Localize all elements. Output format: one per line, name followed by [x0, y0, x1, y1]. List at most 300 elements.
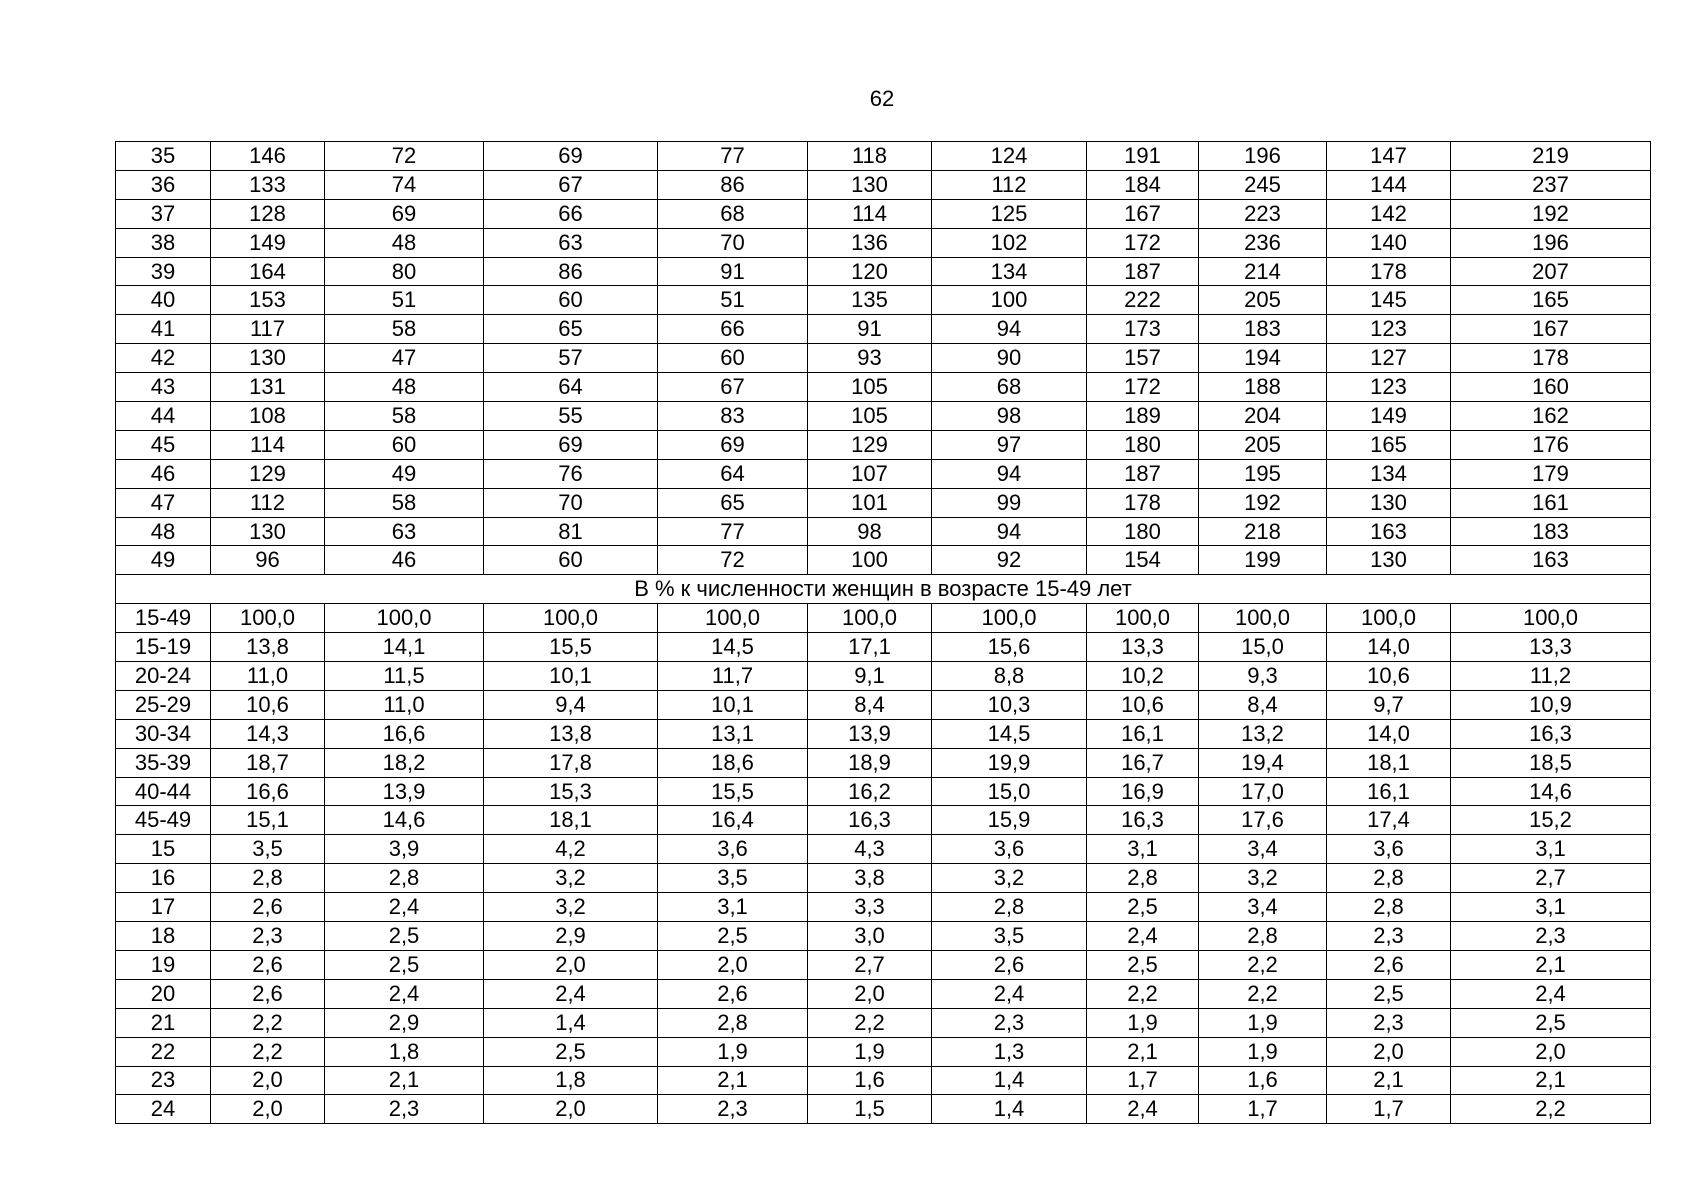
table-cell: 2,5 — [325, 950, 484, 979]
table-cell: 134 — [1327, 459, 1451, 488]
table-cell: 18,9 — [808, 748, 932, 777]
table-row — [116, 430, 1651, 459]
table-cell: 16,3 — [1087, 806, 1199, 835]
table-row — [116, 546, 1651, 575]
table-cell: 160 — [1451, 373, 1651, 402]
table-cell: 237 — [1451, 170, 1651, 199]
table-cell: 1,7 — [1327, 1095, 1451, 1124]
table-row — [116, 893, 1651, 922]
table-cell: 14,5 — [658, 633, 808, 662]
table-cell: 8,4 — [808, 690, 932, 719]
table-cell: 18,1 — [1327, 748, 1451, 777]
table-cell: 101 — [808, 488, 932, 517]
table-cell: 2,3 — [1451, 922, 1651, 951]
table-cell: 100 — [808, 546, 932, 575]
table-cell: 69 — [658, 430, 808, 459]
table-cell: 100,0 — [932, 604, 1087, 633]
table-cell: 67 — [658, 373, 808, 402]
table-cell: 65 — [484, 315, 658, 344]
table-cell: 165 — [1327, 430, 1451, 459]
row-label-cell: 35-39 — [116, 748, 211, 777]
row-label-cell: 46 — [116, 459, 211, 488]
table-cell: 2,6 — [211, 950, 325, 979]
table-cell: 2,8 — [1327, 893, 1451, 922]
table-cell: 2,5 — [1451, 1008, 1651, 1037]
table-cell: 15,1 — [211, 806, 325, 835]
table-cell: 2,8 — [658, 1008, 808, 1037]
table-cell: 176 — [1451, 430, 1651, 459]
row-label-cell: 35 — [116, 142, 211, 171]
table-cell: 105 — [808, 402, 932, 431]
table-cell: 2,2 — [1199, 979, 1327, 1008]
table-row — [116, 806, 1651, 835]
row-label-cell: 18 — [116, 922, 211, 951]
table-cell: 47 — [325, 344, 484, 373]
table-cell: 105 — [808, 373, 932, 402]
table-cell: 48 — [325, 228, 484, 257]
table-cell: 14,5 — [932, 719, 1087, 748]
table-cell: 16,9 — [1087, 777, 1199, 806]
table-cell: 191 — [1087, 142, 1199, 171]
table-cell: 120 — [808, 257, 932, 286]
table-cell: 55 — [484, 402, 658, 431]
table-cell: 11,5 — [325, 662, 484, 691]
table-cell: 3,6 — [1327, 835, 1451, 864]
table-row — [116, 979, 1651, 1008]
table-cell: 107 — [808, 459, 932, 488]
row-label-cell: 45 — [116, 430, 211, 459]
table-cell: 2,0 — [484, 1095, 658, 1124]
table-cell: 14,0 — [1327, 633, 1451, 662]
table-row — [116, 922, 1651, 951]
table-cell: 16,6 — [211, 777, 325, 806]
table-cell: 19,9 — [932, 748, 1087, 777]
table-cell: 147 — [1327, 142, 1451, 171]
table-cell: 2,1 — [1451, 950, 1651, 979]
table-cell: 2,5 — [1087, 950, 1199, 979]
row-label-cell: 21 — [116, 1008, 211, 1037]
table-cell: 223 — [1199, 199, 1327, 228]
row-label-cell: 24 — [116, 1095, 211, 1124]
table-cell: 15,0 — [932, 777, 1087, 806]
row-label-cell: 20-24 — [116, 662, 211, 691]
table-cell: 2,4 — [1087, 1095, 1199, 1124]
section-heading: В % к численности женщин в возрасте 15-49 лет — [116, 575, 1651, 604]
table-cell: 205 — [1199, 430, 1327, 459]
table-cell: 2,0 — [1451, 1037, 1651, 1066]
table-row — [116, 864, 1651, 893]
table-cell: 15,9 — [932, 806, 1087, 835]
table-cell: 172 — [1087, 373, 1199, 402]
row-label-cell: 22 — [116, 1037, 211, 1066]
table-cell: 3,2 — [932, 864, 1087, 893]
page-number: 62 — [869, 86, 895, 111]
table-cell: 108 — [211, 402, 325, 431]
table-cell: 128 — [211, 199, 325, 228]
row-label-cell: 43 — [116, 373, 211, 402]
table-cell: 3,9 — [325, 835, 484, 864]
table-cell: 100,0 — [325, 604, 484, 633]
table-cell: 205 — [1199, 286, 1327, 315]
table-cell: 14,6 — [1451, 777, 1651, 806]
table-cell: 16,3 — [1451, 719, 1651, 748]
table-cell: 13,3 — [1451, 633, 1651, 662]
table-cell: 192 — [1199, 488, 1327, 517]
row-label-cell: 40 — [116, 286, 211, 315]
table-cell: 100,0 — [484, 604, 658, 633]
table-cell: 2,0 — [658, 950, 808, 979]
table-cell: 17,8 — [484, 748, 658, 777]
table-cell: 9,7 — [1327, 690, 1451, 719]
table-cell: 167 — [1451, 315, 1651, 344]
table-cell: 2,3 — [325, 1095, 484, 1124]
table-cell: 188 — [1199, 373, 1327, 402]
table-row — [116, 170, 1651, 199]
table-cell: 196 — [1199, 142, 1327, 171]
table-cell: 189 — [1087, 402, 1199, 431]
table-cell: 13,9 — [325, 777, 484, 806]
table-cell: 16,6 — [325, 719, 484, 748]
table-cell: 11,2 — [1451, 662, 1651, 691]
table-cell: 2,3 — [658, 1095, 808, 1124]
table-cell: 100,0 — [658, 604, 808, 633]
table-cell: 1,3 — [932, 1037, 1087, 1066]
table-row — [116, 459, 1651, 488]
table-cell: 48 — [325, 373, 484, 402]
table-cell: 2,4 — [484, 979, 658, 1008]
row-label-cell: 49 — [116, 546, 211, 575]
table-cell: 164 — [211, 257, 325, 286]
table-cell: 18,2 — [325, 748, 484, 777]
table-cell: 66 — [484, 199, 658, 228]
table-cell: 180 — [1087, 430, 1199, 459]
table-cell: 1,9 — [1087, 1008, 1199, 1037]
table-cell: 2,9 — [325, 1008, 484, 1037]
table-cell: 133 — [211, 170, 325, 199]
table-cell: 1,4 — [932, 1095, 1087, 1124]
table-cell: 2,0 — [484, 950, 658, 979]
table-row — [116, 777, 1651, 806]
table-cell: 167 — [1087, 199, 1199, 228]
table-cell: 236 — [1199, 228, 1327, 257]
table-cell: 2,4 — [325, 893, 484, 922]
table-cell: 3,1 — [1451, 893, 1651, 922]
table-cell: 2,5 — [1087, 893, 1199, 922]
table-cell: 100,0 — [1199, 604, 1327, 633]
table-cell: 65 — [658, 488, 808, 517]
row-label-cell: 41 — [116, 315, 211, 344]
table-cell: 69 — [484, 142, 658, 171]
table-cell: 15,3 — [484, 777, 658, 806]
table-cell: 3,5 — [211, 835, 325, 864]
table-cell: 98 — [808, 517, 932, 546]
table-cell: 1,7 — [1087, 1066, 1199, 1095]
table-cell: 218 — [1199, 517, 1327, 546]
table-cell: 2,4 — [1451, 979, 1651, 1008]
table-cell: 124 — [932, 142, 1087, 171]
table-cell: 19,4 — [1199, 748, 1327, 777]
table-cell: 98 — [932, 402, 1087, 431]
table-cell: 2,2 — [1451, 1095, 1651, 1124]
table-cell: 99 — [932, 488, 1087, 517]
table-cell: 125 — [932, 199, 1087, 228]
table-cell: 195 — [1199, 459, 1327, 488]
table-cell: 9,4 — [484, 690, 658, 719]
table-cell: 18,7 — [211, 748, 325, 777]
table-cell: 2,4 — [325, 979, 484, 1008]
row-label-cell: 15 — [116, 835, 211, 864]
table-cell: 10,6 — [211, 690, 325, 719]
table-cell: 1,8 — [325, 1037, 484, 1066]
table-cell: 100,0 — [1451, 604, 1651, 633]
table-cell: 58 — [325, 402, 484, 431]
table-cell: 13,1 — [658, 719, 808, 748]
table-cell: 63 — [325, 517, 484, 546]
table-cell: 134 — [932, 257, 1087, 286]
table-cell: 16,7 — [1087, 748, 1199, 777]
table-cell: 100,0 — [211, 604, 325, 633]
table-cell: 15,5 — [484, 633, 658, 662]
table-cell: 2,7 — [808, 950, 932, 979]
table-cell: 157 — [1087, 344, 1199, 373]
row-label-cell: 48 — [116, 517, 211, 546]
row-label-cell: 40-44 — [116, 777, 211, 806]
table-cell: 10,3 — [932, 690, 1087, 719]
row-label-cell: 38 — [116, 228, 211, 257]
table-cell: 60 — [658, 344, 808, 373]
table-cell: 183 — [1199, 315, 1327, 344]
table-cell: 58 — [325, 488, 484, 517]
table-cell: 10,1 — [658, 690, 808, 719]
row-label-cell: 19 — [116, 950, 211, 979]
table-cell: 3,2 — [1199, 864, 1327, 893]
table-cell: 51 — [658, 286, 808, 315]
table-cell: 245 — [1199, 170, 1327, 199]
table-cell: 1,9 — [808, 1037, 932, 1066]
table-cell: 9,3 — [1199, 662, 1327, 691]
table-cell: 14,0 — [1327, 719, 1451, 748]
table-cell: 92 — [932, 546, 1087, 575]
table-cell: 161 — [1451, 488, 1651, 517]
table-cell: 69 — [325, 199, 484, 228]
table-cell: 2,6 — [211, 893, 325, 922]
table-cell: 18,6 — [658, 748, 808, 777]
table-cell: 77 — [658, 517, 808, 546]
table-cell: 74 — [325, 170, 484, 199]
table-cell: 2,0 — [1327, 1037, 1451, 1066]
table-cell: 2,2 — [1087, 979, 1199, 1008]
table-cell: 3,1 — [1087, 835, 1199, 864]
table-cell: 187 — [1087, 257, 1199, 286]
table-cell: 165 — [1451, 286, 1651, 315]
table-row — [116, 517, 1651, 546]
table-cell: 16,2 — [808, 777, 932, 806]
table-cell: 178 — [1327, 257, 1451, 286]
table-cell: 8,4 — [1199, 690, 1327, 719]
table-cell: 94 — [932, 459, 1087, 488]
table-cell: 187 — [1087, 459, 1199, 488]
table-cell: 8,8 — [932, 662, 1087, 691]
table-cell: 2,2 — [211, 1008, 325, 1037]
table-cell: 178 — [1087, 488, 1199, 517]
table-cell: 222 — [1087, 286, 1199, 315]
row-label-cell: 47 — [116, 488, 211, 517]
table-cell: 3,1 — [658, 893, 808, 922]
table-cell: 3,4 — [1199, 893, 1327, 922]
table-cell: 13,8 — [484, 719, 658, 748]
table-cell: 18,5 — [1451, 748, 1651, 777]
table-row — [116, 1066, 1651, 1095]
table-cell: 3,5 — [932, 922, 1087, 951]
table-cell: 142 — [1327, 199, 1451, 228]
table-cell: 140 — [1327, 228, 1451, 257]
row-label-cell: 15-19 — [116, 633, 211, 662]
table-cell: 130 — [808, 170, 932, 199]
table-row — [116, 1008, 1651, 1037]
table-cell: 13,9 — [808, 719, 932, 748]
table-cell: 2,0 — [808, 979, 932, 1008]
table-cell: 123 — [1327, 373, 1451, 402]
table-cell: 14,1 — [325, 633, 484, 662]
table-row — [116, 142, 1651, 171]
table-cell: 114 — [211, 430, 325, 459]
table-cell: 123 — [1327, 315, 1451, 344]
row-label-cell: 25-29 — [116, 690, 211, 719]
table-cell: 204 — [1199, 402, 1327, 431]
table-cell: 11,7 — [658, 662, 808, 691]
table-cell: 90 — [932, 344, 1087, 373]
table-cell: 100,0 — [808, 604, 932, 633]
table-cell: 2,4 — [1087, 922, 1199, 951]
table-row — [116, 228, 1651, 257]
table-cell: 1,6 — [1199, 1066, 1327, 1095]
table-cell: 96 — [211, 546, 325, 575]
table-row — [116, 373, 1651, 402]
table-cell: 76 — [484, 459, 658, 488]
table-cell: 1,9 — [1199, 1008, 1327, 1037]
table-cell: 2,7 — [1451, 864, 1651, 893]
table-cell: 86 — [658, 170, 808, 199]
table-cell: 16,3 — [808, 806, 932, 835]
table-cell: 162 — [1451, 402, 1651, 431]
table-cell: 57 — [484, 344, 658, 373]
table-cell: 70 — [658, 228, 808, 257]
table-cell: 3,0 — [808, 922, 932, 951]
table-row — [116, 344, 1651, 373]
table-cell: 196 — [1451, 228, 1651, 257]
table-row — [116, 315, 1651, 344]
table-cell: 2,1 — [1451, 1066, 1651, 1095]
table-cell: 172 — [1087, 228, 1199, 257]
table-cell: 13,3 — [1087, 633, 1199, 662]
table-cell: 2,5 — [1327, 979, 1451, 1008]
table-cell: 14,3 — [211, 719, 325, 748]
table-cell: 1,4 — [932, 1066, 1087, 1095]
table-cell: 1,4 — [484, 1008, 658, 1037]
table-cell: 112 — [932, 170, 1087, 199]
table-cell: 2,1 — [658, 1066, 808, 1095]
row-label-cell: 36 — [116, 170, 211, 199]
table-cell: 2,3 — [211, 922, 325, 951]
table-cell: 51 — [325, 286, 484, 315]
table-cell: 2,5 — [484, 1037, 658, 1066]
table-cell: 16,1 — [1327, 777, 1451, 806]
table-cell: 219 — [1451, 142, 1651, 171]
table-cell: 16,1 — [1087, 719, 1199, 748]
table-cell: 2,2 — [211, 1037, 325, 1066]
table-cell: 180 — [1087, 517, 1199, 546]
table-cell: 130 — [211, 344, 325, 373]
table-cell: 2,1 — [1327, 1066, 1451, 1095]
table-cell: 3,8 — [808, 864, 932, 893]
table-cell: 149 — [1327, 402, 1451, 431]
table-cell: 17,1 — [808, 633, 932, 662]
row-label-cell: 44 — [116, 402, 211, 431]
table-cell: 131 — [211, 373, 325, 402]
table-cell: 3,5 — [658, 864, 808, 893]
table-cell: 46 — [325, 546, 484, 575]
row-label-cell: 45-49 — [116, 806, 211, 835]
table-cell: 3,2 — [484, 864, 658, 893]
table-cell: 118 — [808, 142, 932, 171]
table-cell: 86 — [484, 257, 658, 286]
table-cell: 4,3 — [808, 835, 932, 864]
table-cell: 100 — [932, 286, 1087, 315]
table-cell: 60 — [484, 286, 658, 315]
table-row — [116, 1095, 1651, 1124]
table-cell: 3,4 — [1199, 835, 1327, 864]
table-cell: 68 — [658, 199, 808, 228]
table-cell: 10,6 — [1327, 662, 1451, 691]
table-cell: 10,6 — [1087, 690, 1199, 719]
table-cell: 2,1 — [1087, 1037, 1199, 1066]
table-cell: 145 — [1327, 286, 1451, 315]
table-cell: 4,2 — [484, 835, 658, 864]
table-cell: 64 — [658, 459, 808, 488]
table-cell: 94 — [932, 315, 1087, 344]
row-label-cell: 42 — [116, 344, 211, 373]
table-cell: 1,6 — [808, 1066, 932, 1095]
table-cell: 60 — [484, 546, 658, 575]
table-cell: 3,6 — [932, 835, 1087, 864]
table-cell: 94 — [932, 517, 1087, 546]
row-label-cell: 20 — [116, 979, 211, 1008]
table-row — [116, 748, 1651, 777]
table-cell: 214 — [1199, 257, 1327, 286]
table-cell: 2,6 — [211, 979, 325, 1008]
table-cell: 2,9 — [484, 922, 658, 951]
row-label-cell: 17 — [116, 893, 211, 922]
table-cell: 183 — [1451, 517, 1651, 546]
table-cell: 70 — [484, 488, 658, 517]
table-body — [116, 142, 1651, 1124]
table-row — [116, 690, 1651, 719]
table-cell: 64 — [484, 373, 658, 402]
row-label-cell: 30-34 — [116, 719, 211, 748]
data-table — [115, 141, 1651, 1124]
table-cell: 9,1 — [808, 662, 932, 691]
table-cell: 114 — [808, 199, 932, 228]
table-cell: 2,8 — [1327, 864, 1451, 893]
table-cell: 3,3 — [808, 893, 932, 922]
table-cell: 2,6 — [658, 979, 808, 1008]
table-cell: 100,0 — [1327, 604, 1451, 633]
table-cell: 130 — [1327, 488, 1451, 517]
table-row — [116, 488, 1651, 517]
table-cell: 1,5 — [808, 1095, 932, 1124]
table-cell: 2,0 — [211, 1066, 325, 1095]
table-cell: 2,1 — [325, 1066, 484, 1095]
